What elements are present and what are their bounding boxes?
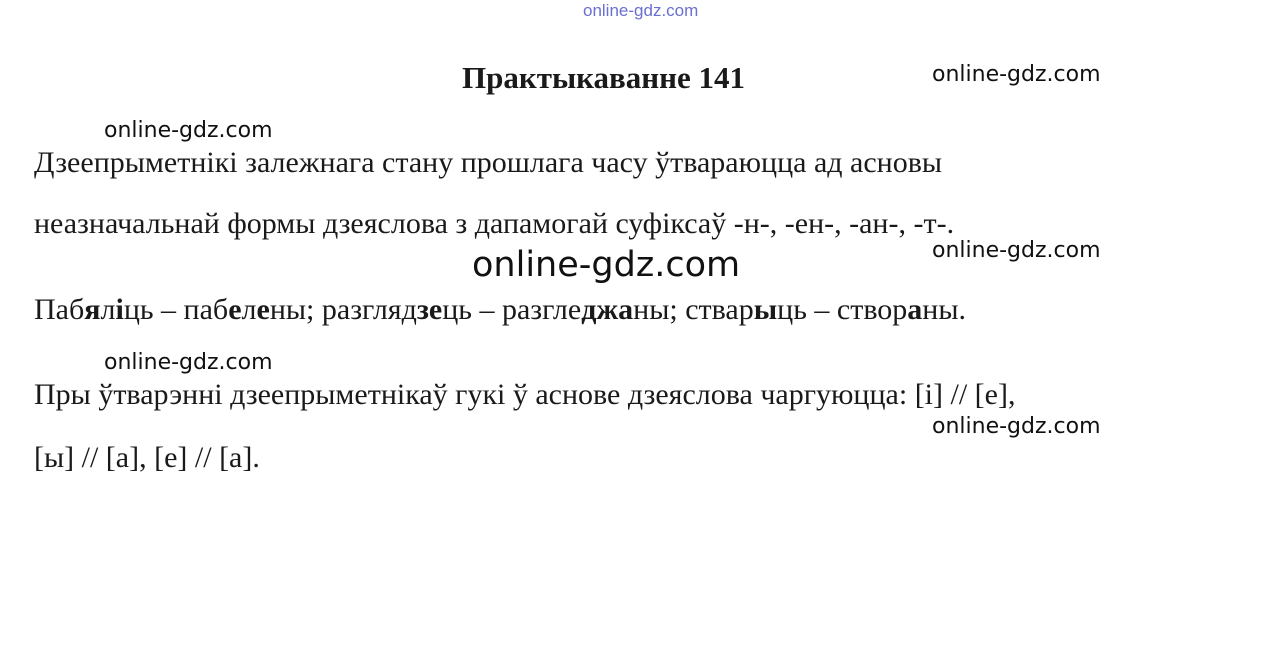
highlighted-letter: джа — [581, 293, 634, 326]
alternation-text-line-2: [ы] // [а], [е] // [а]. — [34, 441, 260, 474]
highlighted-letter: е — [228, 293, 242, 326]
watermark: online-gdz.com — [104, 118, 273, 143]
watermark-top: online-gdz.com — [583, 1, 699, 20]
watermark: online-gdz.com — [932, 238, 1101, 263]
highlighted-letter: я — [84, 293, 101, 326]
highlighted-letter: е — [256, 293, 270, 326]
rule-text-line-2: неазначальнай формы дзеяслова з дапамогай суфіксаў -н-, -ен-, -ан-, -т-. — [34, 207, 955, 240]
highlighted-letter: і — [115, 293, 124, 326]
watermark: online-gdz.com — [104, 350, 273, 375]
example-text: Паб — [34, 293, 85, 326]
example-text: ць – паб — [123, 293, 229, 326]
highlighted-letter: а — [907, 293, 923, 326]
example-text: ны; разгляд — [269, 293, 417, 326]
rule-text-line-1: Дзеепрыметнікі залежнага стану прошлага часу ўтвараюцца ад асновы — [34, 146, 943, 179]
example-text: л — [241, 293, 257, 326]
example-text: ны. — [922, 293, 966, 326]
watermark-center: online-gdz.com — [472, 245, 741, 285]
highlighted-letter: зе — [416, 293, 443, 326]
highlighted-letter: ы — [753, 293, 778, 326]
example-text: ць – разгле — [442, 293, 582, 326]
watermark: online-gdz.com — [932, 62, 1101, 87]
examples-line — [34, 293, 966, 327]
example-text: л — [100, 293, 116, 326]
example-text: ны; ствар — [633, 293, 754, 326]
example-text: ць – створ — [777, 293, 908, 326]
watermark: online-gdz.com — [932, 414, 1101, 439]
alternation-text-line-1: Пры ўтварэнні дзеепрыметнікаў гукі ў аснове дзеяслова чаргуюцца: [і] // [е], — [34, 378, 1016, 411]
page-title: Практыкаванне 141 — [462, 60, 746, 95]
